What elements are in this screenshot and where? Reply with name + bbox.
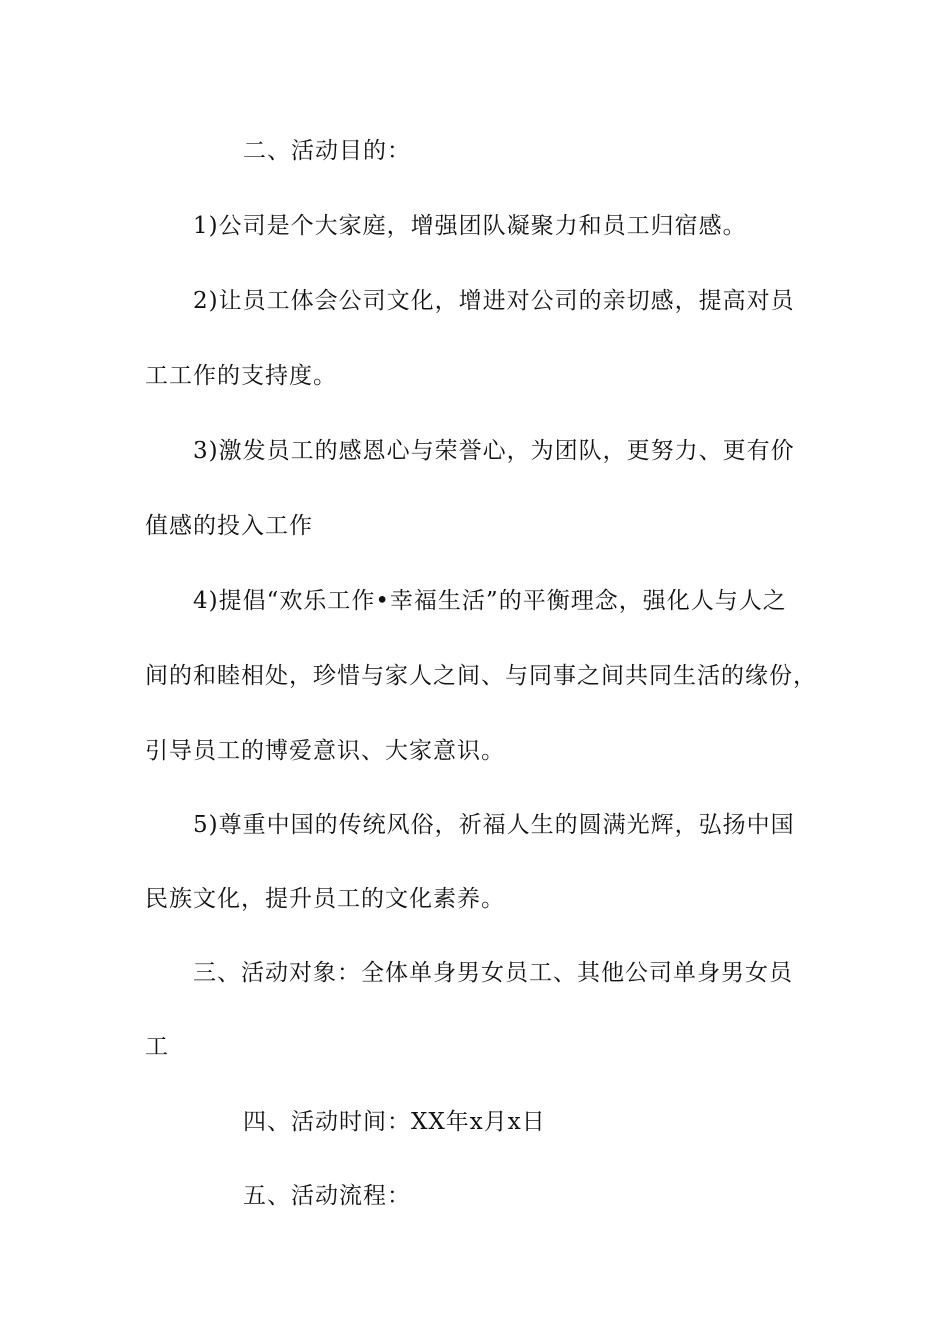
paragraph-line: 民族文化，提升员工的文化素养。 (145, 886, 505, 912)
paragraph-line: 2)让员工体会公司文化，增进对公司的亲切感，提高对员 (193, 288, 795, 314)
section-heading-process: 五、活动流程： (243, 1183, 411, 1209)
paragraph-line: 1)公司是个大家庭，增强团队凝聚力和员工归宿感。 (193, 213, 747, 239)
section-heading-time: 四、活动时间：XX年x月x日 (243, 1109, 546, 1135)
paragraph-line: 间的和睦相处，珍惜与家人之间、与同事之间共同生活的缘份， (145, 663, 817, 689)
paragraph-line: 工工作的支持度。 (145, 363, 337, 389)
section-heading-purpose: 二、活动目的： (243, 138, 411, 164)
paragraph-line: 4)提倡“欢乐工作•幸福生活”的平衡理念，强化人与人之 (193, 588, 787, 614)
paragraph-line: 引导员工的博爱意识、大家意识。 (145, 738, 505, 764)
paragraph-line: 值感的投入工作 (145, 513, 313, 539)
paragraph-line: 工 (145, 1034, 169, 1060)
section-heading-audience: 三、活动对象：全体单身男女员工、其他公司单身男女员 (193, 960, 793, 986)
paragraph-line: 5)尊重中国的传统风俗，祈福人生的圆满光辉，弘扬中国 (193, 812, 795, 838)
paragraph-line: 3)激发员工的感恩心与荣誉心，为团队，更努力、更有价 (193, 438, 795, 464)
